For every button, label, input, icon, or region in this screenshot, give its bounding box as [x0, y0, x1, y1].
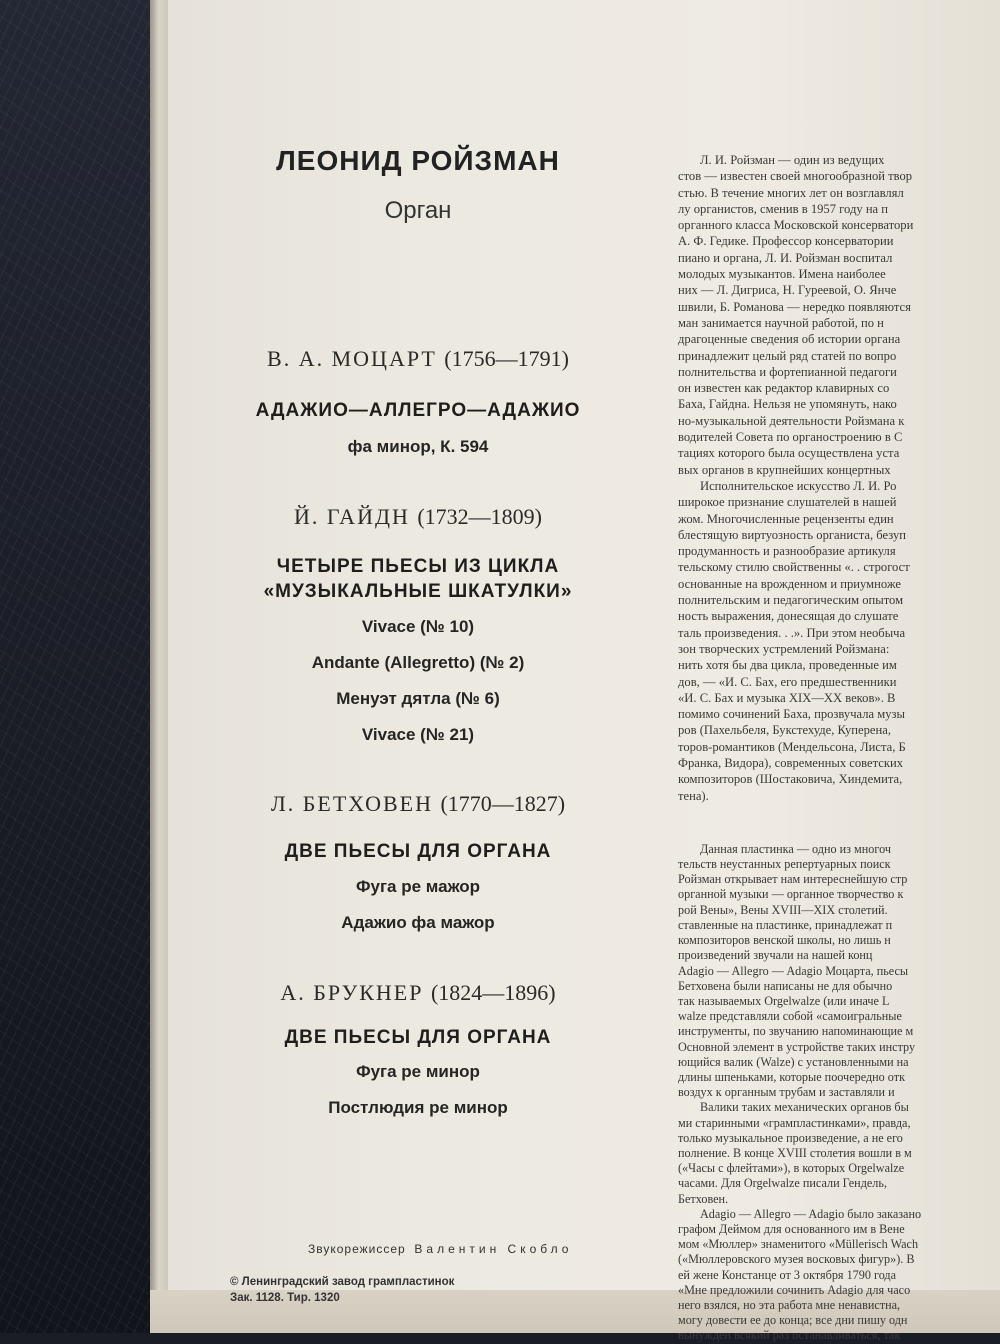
notes-line: ющийся валик (Walze) с установленными на	[678, 1054, 909, 1069]
work-title: ЧЕТЫРЕ ПЬЕСЫ ИЗ ЦИКЛА	[276, 556, 560, 577]
notes-line: вых органов в крупнейших концертных	[678, 462, 891, 477]
instrument-label: Орган	[384, 197, 452, 224]
notes-line: Исполнительское искусство Л. И. Ро	[700, 478, 897, 493]
composer-heading	[168, 791, 668, 817]
notes-line: Л. И. Ройзман — один из ведущих	[700, 153, 885, 167]
notes-paragraph	[678, 478, 1000, 804]
notes-line: он известен как редактор клавирных со	[678, 381, 890, 396]
notes-line: тельскому стилю свойственны «. . строгост	[678, 560, 910, 575]
notes-line: ей жене Констанце от 3 октября 1790 года	[678, 1267, 897, 1282]
notes-line: органной музыки — органное творчество к	[678, 887, 904, 902]
notes-line: «И. С. Бах и музыка XIX—XX веков». В	[678, 690, 896, 705]
notes-line: полнение. В конце XVIII столетия вошли в м	[678, 1145, 912, 1160]
composer-heading	[168, 504, 668, 530]
notes-line: А. Ф. Гедике. Профессор консерватории	[678, 234, 894, 249]
composer-heading	[168, 346, 668, 372]
notes-line: основанные на врожденном и приумноже	[678, 576, 901, 591]
notes-line: продуманность и разнообразие артикуля	[678, 544, 896, 559]
notes-line: композиторов (Шостаковича, Хиндемита,	[678, 772, 903, 787]
notes-line: зон творческих устремлений Ройзмана:	[678, 641, 890, 656]
notes-line: ми старинными «грампластинками», правда,	[678, 1115, 911, 1130]
work-item: Фуга ре минор	[356, 1062, 480, 1081]
notes-line: Бетховен.	[678, 1191, 729, 1206]
notes-line: тена).	[678, 788, 709, 803]
notes-line: но-музыкальной деятельности Ройзмана к	[678, 413, 905, 428]
composer-name: Й. ГАЙДН	[293, 504, 410, 529]
notes-line: полнительства и фортепианной педагоги	[678, 364, 897, 379]
notes-line: него взялся, но эта работа мне ненавистна,	[678, 1297, 901, 1312]
notes-line: ров (Пахельбеля, Букстехуде, Куперена,	[678, 723, 891, 738]
work-item: Фуга ре мажор	[356, 877, 480, 896]
notes-line: часами. Для Orgelwalze писали Гендель,	[678, 1176, 887, 1191]
program-column	[168, 0, 668, 1290]
notes-line: Франка, Видора), современных советских	[678, 755, 904, 770]
order-line: Зак. 1128. Тир. 1320	[230, 1292, 340, 1304]
dark-background	[0, 0, 170, 1333]
notes-line: швили, Б. Романова — нередко появляются	[678, 299, 911, 314]
work-title: АДАЖИО—АЛЛЕГРО—АДАЖИО	[255, 400, 581, 421]
composer-years: (1732—1809)	[417, 504, 543, 529]
notes-line: нить хотя бы два цикла, проведенные им	[678, 658, 897, 673]
work-title: ДВЕ ПЬЕСЫ ДЛЯ ОРГАНА	[284, 841, 552, 862]
notes-line: («Часы с флейтами»), в которых Orgelwalze	[678, 1161, 905, 1176]
notes-line: только музыкальное произведение, а не его	[678, 1130, 903, 1145]
notes-line: пиано и органа, Л. И. Ройзман воспитал	[678, 250, 893, 265]
notes-line: молодых музыкантов. Имена наиболее	[678, 267, 886, 282]
notes-paragraph	[678, 152, 1000, 478]
work-item: Адажио фа мажор	[341, 913, 495, 932]
notes-line: Adagio — Allegro — Adagio Моцарта, пьесы	[678, 963, 909, 978]
notes-line: лу органистов, сменив в 1957 году на п	[678, 201, 889, 216]
notes-line: могу довести ее до конца; все дни пишу одн	[678, 1313, 908, 1328]
notes-line: рой Вены», Вены XVIII—XIX столетий.	[678, 902, 888, 917]
notes-line: композиторов венской школы, но лишь н	[678, 933, 891, 948]
notes-line: Ройзман открывает нам интереснейшую стр	[678, 872, 908, 887]
notes-line: них — Л. Дигриса, Н. Гуреевой, О. Янче	[678, 283, 897, 298]
work-item: Vivace (№ 10)	[361, 617, 475, 636]
notes-line: «Мне предложили сочинить Adagio для часо	[678, 1282, 911, 1297]
notes-line: ставленные на пластинке, принадлежат п	[678, 917, 893, 932]
notes-line: графом Деймом для основанного им в Вене	[678, 1221, 905, 1236]
work-item: Andante (Allegretto) (№ 2)	[311, 653, 525, 672]
notes-line: Данная пластинка — одно из многоч	[700, 841, 891, 856]
composer-heading	[168, 980, 668, 1006]
notes-line: инструменты, по звучанию напоминающие м	[678, 1024, 914, 1039]
notes-line: воздух к органным трубам и заставляли и	[678, 1085, 895, 1100]
notes-line: ность выражения, донесящая до слушате	[678, 609, 899, 624]
notes-line: жом. Многочисленные рецензенты един	[678, 511, 894, 526]
liner-notes	[678, 152, 1000, 1343]
notes-line: водителей Совета по органостроению в С	[678, 430, 903, 445]
notes-line: Adagio — Allegro — Adagio было заказано	[700, 1206, 922, 1221]
publisher-line: © Ленинградский завод грампластинок	[230, 1276, 455, 1288]
notes-line: произведений звучали на нашей конц	[678, 948, 873, 963]
notes-line: Валики таких механических органов бы	[700, 1100, 909, 1115]
notes-line: ман занимается научной работой, по н	[678, 315, 884, 330]
notes-line: так называемых Orgelwalze (или иначе L	[678, 993, 890, 1008]
composer-years: (1756—1791)	[444, 346, 569, 371]
artist-name: ЛЕОНИД РОЙЗМАН	[276, 145, 560, 176]
notes-line: полнительским и педагогическим опытом	[678, 593, 904, 608]
notes-line: мом «Мюллер» знаменитого «Müllerisch Wach	[678, 1237, 919, 1252]
notes-line: стов — известен своей многообразной твор	[678, 169, 913, 184]
work-title: «МУЗЫКАЛЬНЫЕ ШКАТУЛКИ»	[263, 581, 573, 602]
notes-line: помимо сочинений Баха, прозвучала музы	[678, 707, 905, 722]
notes-line: («Мюллеровского музея восковых фигур»). В	[678, 1252, 915, 1267]
notes-line: длины шпеньками, которые поочередно отк	[678, 1069, 905, 1084]
notes-line: walze представляли собой «самоигральные	[678, 1009, 902, 1024]
notes-line: блестящую виртуозность органиста, безуп	[678, 527, 906, 542]
notes-paragraph	[678, 1100, 1000, 1206]
notes-line: принадлежит целый ряд статей по вопро	[678, 348, 897, 363]
work-item: фа минор, К. 594	[347, 437, 489, 456]
notes-line: тельств неустанных репертуарных поиск	[678, 857, 891, 872]
notes-line: таль произведения. . .». При этом необыча	[678, 625, 906, 640]
composer-name: А. БРУКНЕР	[280, 980, 424, 1005]
notes-line: широкое признание слушателей в нашей	[678, 495, 897, 510]
work-item: Vivace (№ 21)	[361, 725, 475, 744]
notes-line: Бетховена были написаны не для обычно	[678, 978, 893, 993]
sound-engineer-credit	[308, 1242, 572, 1256]
notes-line: тациях которого была осуществлена уста	[678, 446, 900, 461]
notes-line: стью. В течение многих лет он возглавлял	[678, 185, 904, 200]
work-item: Постлюдия ре минор	[328, 1098, 508, 1117]
notes-line: дов, — «И. С. Бах, его предшественники	[678, 674, 897, 689]
notes-line: органного класса Московской консерватори	[678, 218, 914, 233]
notes-line: торов-романтиков (Мендельсона, Листа, Б	[678, 739, 906, 754]
engineer-name: Валентин Скобло	[414, 1242, 573, 1256]
notes-paragraph	[678, 1207, 1000, 1344]
engineer-label: Звукорежиссер	[308, 1242, 406, 1256]
work-item: Менуэт дятла (№ 6)	[336, 689, 500, 708]
composer-years: (1824—1896)	[430, 980, 556, 1005]
notes-line: драгоценные сведения об истории органа	[678, 332, 901, 347]
composer-name: Л. БЕТХОВЕН	[270, 791, 433, 816]
notes-line: Основной элемент в устройстве таких инстру	[678, 1039, 916, 1054]
notes-paragraph	[678, 842, 1000, 1100]
composer-years: (1770—1827)	[440, 791, 566, 816]
composer-name: В. А. МОЦАРТ	[267, 346, 437, 371]
notes-line: вынужден всякий раз останавливаться, так	[678, 1328, 901, 1343]
work-title: ДВЕ ПЬЕСЫ ДЛЯ ОРГАНА	[284, 1027, 552, 1048]
notes-line: Баха, Гайдна. Нельзя не упомянуть, нако	[678, 397, 897, 412]
